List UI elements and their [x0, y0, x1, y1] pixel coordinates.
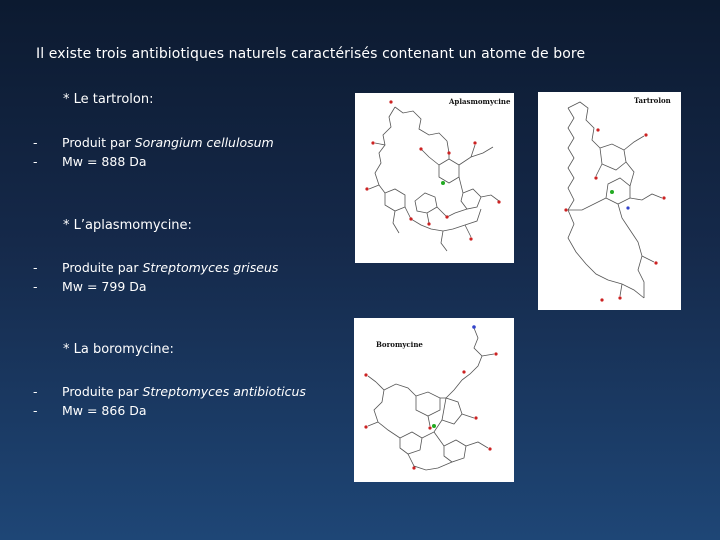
bullet-dash: -	[33, 279, 38, 294]
bullet-text: Mw = 888 Da	[62, 154, 147, 169]
bullet-tartrolon-mw	[33, 154, 147, 169]
bullet-dash: -	[33, 260, 38, 275]
bullet-organism: Sorangium cellulosum	[134, 135, 274, 150]
heading-boromycine: * La boromycine:	[63, 342, 174, 357]
bullet-organism: Streptomyces griseus	[142, 260, 279, 275]
boromycine-structure-image	[354, 318, 514, 482]
heading-tartrolon: * Le tartrolon:	[63, 92, 154, 107]
bullet-dash: -	[33, 403, 38, 418]
bullet-prefix: Produite par	[62, 384, 143, 399]
slide-title: Il existe trois antibiotiques naturels caractérisés contenant un atome de bore	[36, 46, 586, 62]
tartrolon-skeletal-formula	[538, 92, 681, 310]
bullet-aplasmomycine-producer	[33, 260, 278, 275]
bullet-prefix: Produit par	[62, 135, 135, 150]
bullet-aplasmomycine-mw	[33, 279, 147, 294]
bullet-dash: -	[33, 384, 38, 399]
bullet-tartrolon-producer	[33, 135, 274, 150]
bullet-text: Mw = 799 Da	[62, 279, 147, 294]
tartrolon-structure-image	[538, 92, 681, 310]
tartrolon-structure-label: Tartrolon	[634, 96, 671, 105]
bullet-dash: -	[33, 154, 38, 169]
heading-aplasmomycine: * L’aplasmomycine:	[63, 218, 192, 233]
boromycine-structure-label: Boromycine	[376, 340, 423, 349]
aplasmomycine-structure-image	[355, 93, 514, 263]
aplasmomycine-skeletal-formula	[355, 93, 514, 263]
bullet-prefix: Produite par	[62, 260, 143, 275]
aplasmomycine-structure-label: Aplasmomycine	[449, 97, 511, 106]
bullet-dash: -	[33, 135, 38, 150]
bullet-organism: Streptomyces antibioticus	[142, 384, 306, 399]
bullet-boromycine-producer	[33, 384, 306, 399]
bullet-text: Mw = 866 Da	[62, 403, 147, 418]
bullet-boromycine-mw	[33, 403, 147, 418]
